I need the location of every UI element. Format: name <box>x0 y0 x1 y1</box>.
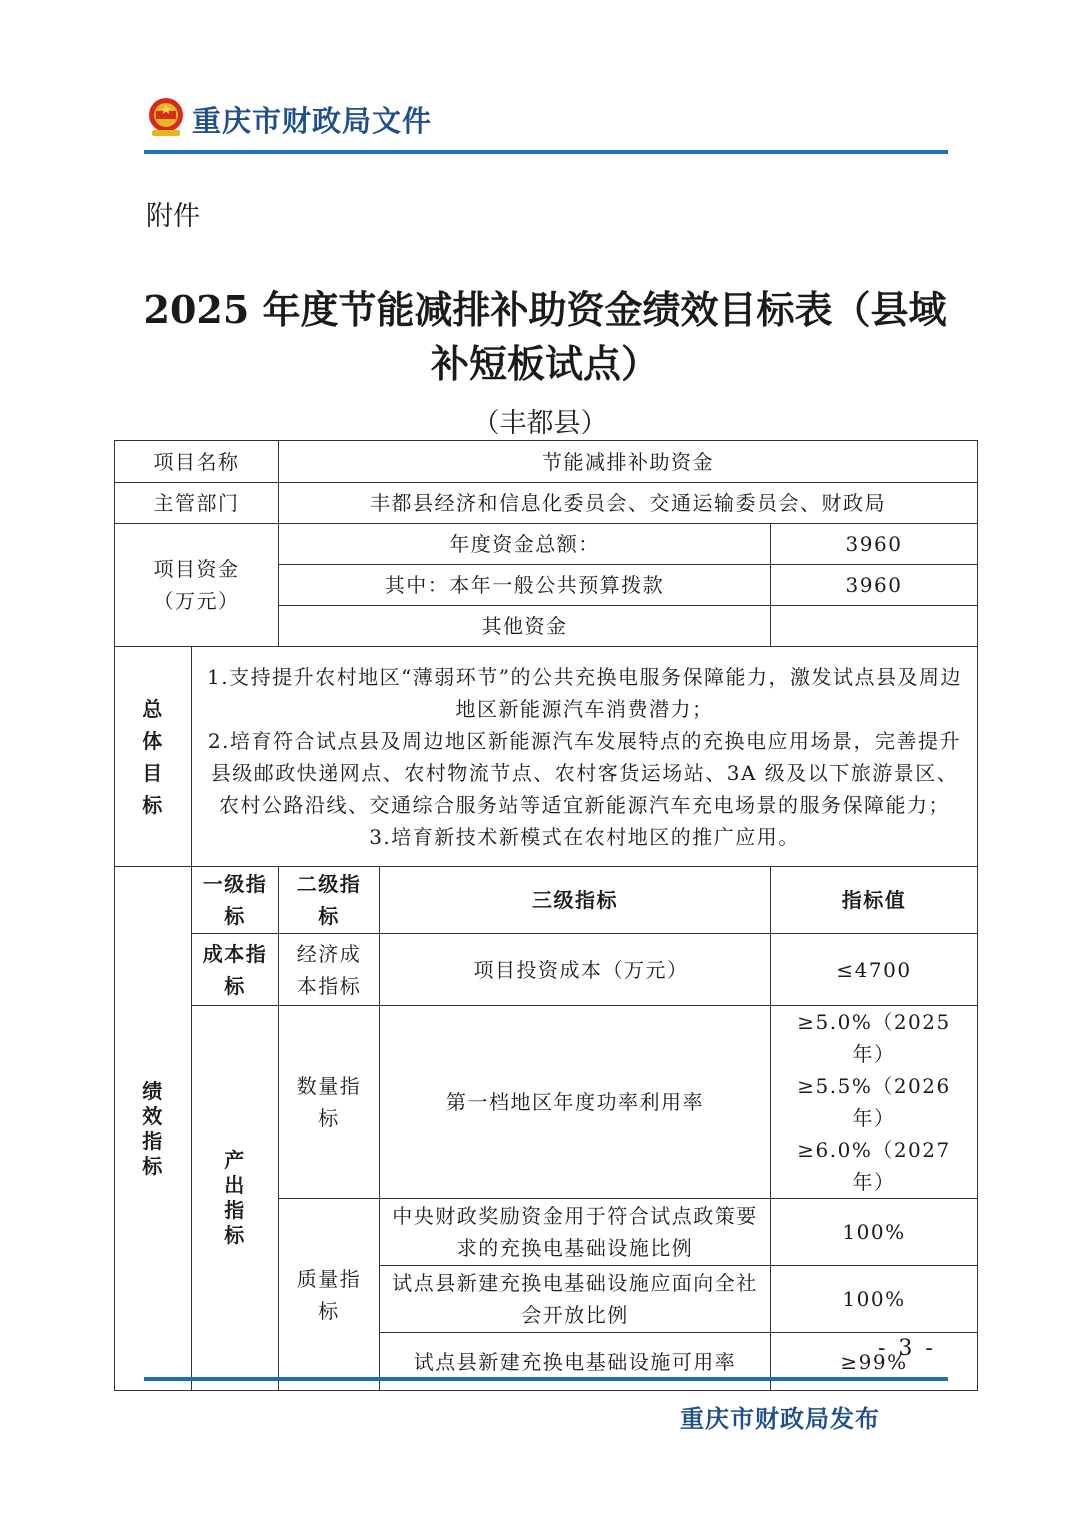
header-divider <box>144 150 948 154</box>
funds-unit: （万元） <box>153 589 240 613</box>
footer-publisher: 重庆市财政局发布 <box>680 1404 880 1433</box>
quality-level3: 中央财政奖励资金用于符合试点政策要求的充换电基础设施比例 <box>380 1199 771 1266</box>
page-number: - 3 - <box>878 1336 936 1361</box>
project-name-value: 节能减排补助资金 <box>279 441 978 483</box>
header-level3: 三级指标 <box>380 867 771 934</box>
overall-goals-text <box>192 647 978 867</box>
document-subtitle: （丰都县） <box>472 408 608 439</box>
row-quantity-indicator <box>115 1006 978 1199</box>
national-emblem-icon <box>146 96 186 138</box>
output-level1: 产出指标 <box>192 1006 279 1391</box>
funds-row-value: 3960 <box>771 565 978 606</box>
quantity-value-line: ≥6.0%（2027 年） <box>797 1138 951 1194</box>
cost-level2: 经济成本指标 <box>279 934 380 1006</box>
funds-row-label: 其他资金 <box>279 606 771 647</box>
quantity-value-line: ≥5.0%（2025 年） <box>797 1010 951 1066</box>
quality-value: 100% <box>771 1199 978 1266</box>
funds-row-label: 年度资金总额： <box>279 524 771 565</box>
header-value: 指标值 <box>771 867 978 934</box>
header-level1: 一级指标 <box>192 867 279 934</box>
performance-target-table <box>114 440 978 1391</box>
document-title: 2025 年度节能减排补助资金绩效目标表（县域补短板试点） <box>143 287 947 386</box>
funds-row-label: 其中：本年一般公共预算拨款 <box>279 565 771 606</box>
cost-level1: 成本指标 <box>192 934 279 1006</box>
cost-value: ≤4700 <box>771 934 978 1006</box>
funds-label-cell <box>115 524 279 647</box>
row-department <box>115 483 978 524</box>
row-cost-indicator <box>115 934 978 1006</box>
funds-row-value <box>771 606 978 647</box>
row-overall-goals <box>115 647 978 867</box>
funds-label: 项目资金 <box>153 557 240 581</box>
quality-level3: 试点县新建充换电基础设施可用率 <box>380 1333 771 1391</box>
row-funds-total <box>115 524 978 565</box>
funds-row-value: 3960 <box>771 524 978 565</box>
goal-item: 2.培育符合试点县及周边地区新能源汽车发展特点的充换电应用场景，完善提升县级邮政快递网点、农村物流节点、农村客货运场站、3A 级及以下旅游景区、农村公路沿线、交通综合服务站等适宜新能源汽车充电场景的服务保障能力； <box>207 728 962 817</box>
quality-value: ≥99% <box>771 1333 978 1391</box>
quantity-values <box>771 1006 978 1199</box>
quantity-level3: 第一档地区年度功率利用率 <box>380 1006 771 1199</box>
header-level2: 二级指标 <box>279 867 380 934</box>
quality-level3: 试点县新建充换电基础设施应面向全社会开放比例 <box>380 1266 771 1333</box>
footer-divider <box>144 1377 948 1381</box>
department-label: 主管部门 <box>115 483 279 524</box>
row-project-name <box>115 441 978 483</box>
quantity-level2: 数量指标 <box>279 1006 380 1199</box>
row-indicator-headers <box>115 867 978 934</box>
overall-goals-label: 总体目标 <box>115 647 192 867</box>
cost-level3: 项目投资成本（万元） <box>380 934 771 1006</box>
goal-item: 3.培育新技术新模式在农村地区的推广应用。 <box>369 824 800 849</box>
quality-value: 100% <box>771 1266 978 1333</box>
quality-level2: 质量指标 <box>279 1199 380 1391</box>
performance-indicators-label: 绩效指标 <box>115 867 192 1391</box>
project-name-label: 项目名称 <box>115 441 279 483</box>
attachment-label: 附件 <box>146 201 200 232</box>
header-title: 重庆市财政局文件 <box>192 104 433 138</box>
goal-item: 1.支持提升农村地区“薄弱环节”的公共充换电服务保障能力，激发试点县及周边地区新能源汽车消费潜力； <box>206 664 963 721</box>
department-value: 丰都县经济和信息化委员会、交通运输委员会、财政局 <box>279 483 978 524</box>
quantity-value-line: ≥5.5%（2026 年） <box>797 1074 951 1130</box>
